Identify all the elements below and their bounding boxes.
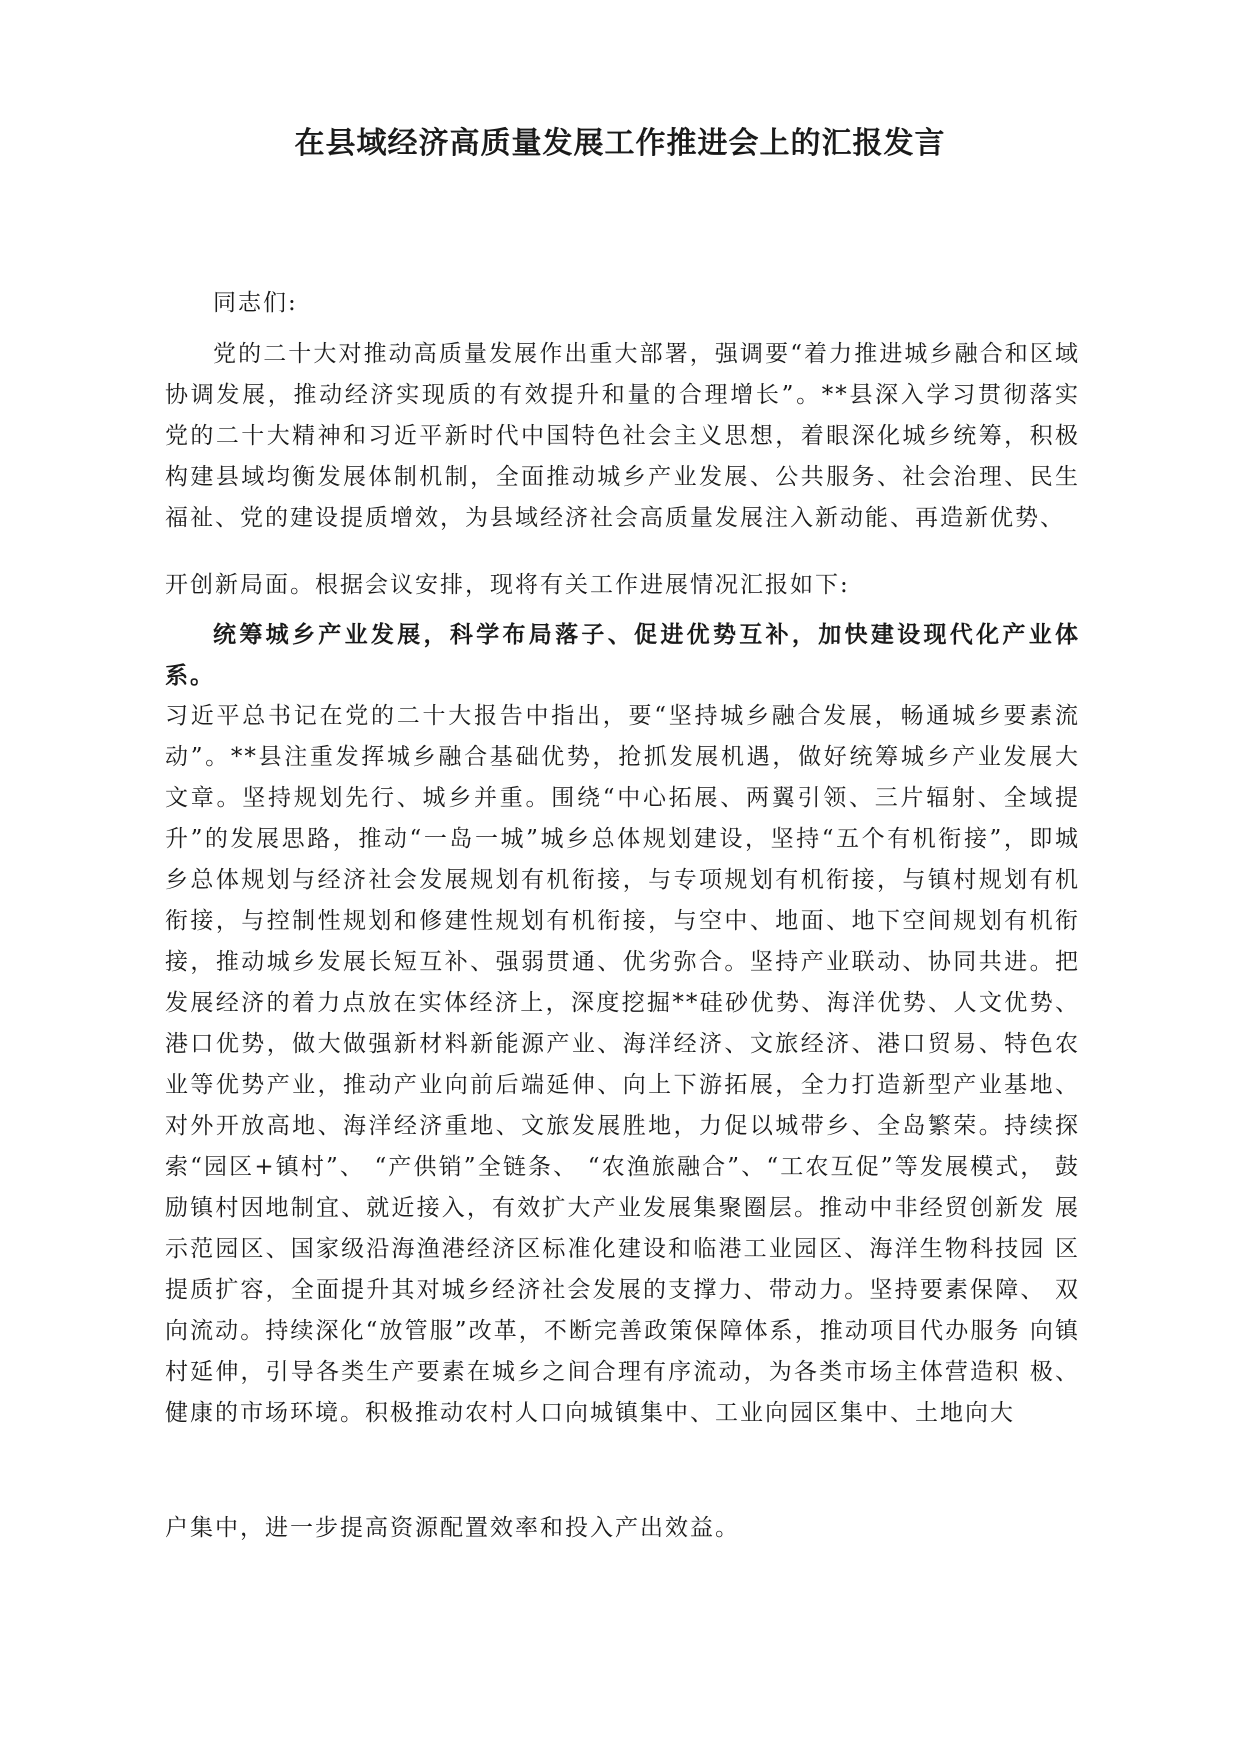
- closing-line: 户集中，进一步提高资源配置效率和投入产出效益。: [165, 1515, 740, 1541]
- intro-paragraph-tail: 开创新局面。根据会议安排，现将有关工作进展情况汇报如下:: [165, 572, 850, 598]
- salutation: 同志们:: [213, 290, 298, 316]
- intro-paragraph: 党的二十大对推动高质量发展作出重大部署，强调要“着力推进城乡融合和区域协调发展，推动经济实现质的有效提升和量的合理增长”。**县深入学习贯彻落实党的二十大精神和习近平新时代中国特色社会主义思想，着眼深化城乡统筹，积极构建县域均衡发展体制机制，全面推动城乡产业发展、公共服务、社会治理、民生福祉、党的建设提质增效，为县域经济社会高质量发展注入新动能、再造新优势、: [165, 341, 1080, 531]
- section-body: 习近平总书记在党的二十大报告中指出，要“坚持城乡融合发展，畅通城乡要素流动”。**县注重发挥城乡融合基础优势，抢抓发展机遇，做好统筹城乡产业发展大文章。坚持规划先行、城乡并重。围绕“中心拓展、两翼引领、三片辐射、全域提升”的发展思路，推动“一岛一城”城乡总体规划建设，坚持“五个有机衔接”，即城乡总体规划与经济社会发展规划有机衔接，与专项规划有机衔接，与镇村规划有机衔接，与控制性规划和修建性规划有机衔接，与空中、地面、地下空间规划有机衔接，推动城乡发展长短互补、强弱贯通、优劣弥合。坚持产业联动、协同共进。把发展经济的着力点放在实体经济上，深度挖掘**硅砂优势、海洋优势、人文优势、港口优势，做大做强新材料新能源产业、海洋经济、文旅经济、港口贸易、特色农业等优势产业，推动产业向前后端延伸、向上下游拓展，全力打造新型产业基地、对外开放高地、海洋经济重地、文旅发展胜地，力促以城带乡、全岛繁荣。持续探索“园区+镇村”、 “产供销”全链条、 “农渔旅融合”、“工农互促”等发展模式， 鼓励镇村因地制宜、就近接入，有效扩大产业发展集聚圈层。推动中非经贸创新发 展示范园区、国家级沿海渔港经济区标准化建设和临港工业园区、海洋生物科技园 区提质扩容，全面提升其对城乡经济社会发展的支撑力、带动力。坚持要素保障、 双向流动。持续深化“放管服”改革，不断完善政策保障体系，推动项目代办服务 向镇村延伸，引导各类生产要素在城乡之间合理有序流动，为各类市场主体营造积 极、健康的市场环境。积极推动农村人口向城镇集中、工业向园区集中、土地向大: [165, 703, 1080, 1426]
- section-paragraph: [165, 614, 1080, 1434]
- section-heading: 统筹城乡产业发展，科学布局落子、促进优势互补，加快建设现代化产业体系。: [165, 621, 1080, 689]
- document-title: 在县域经济高质量发展工作推进会上的汇报发言: [294, 126, 946, 161]
